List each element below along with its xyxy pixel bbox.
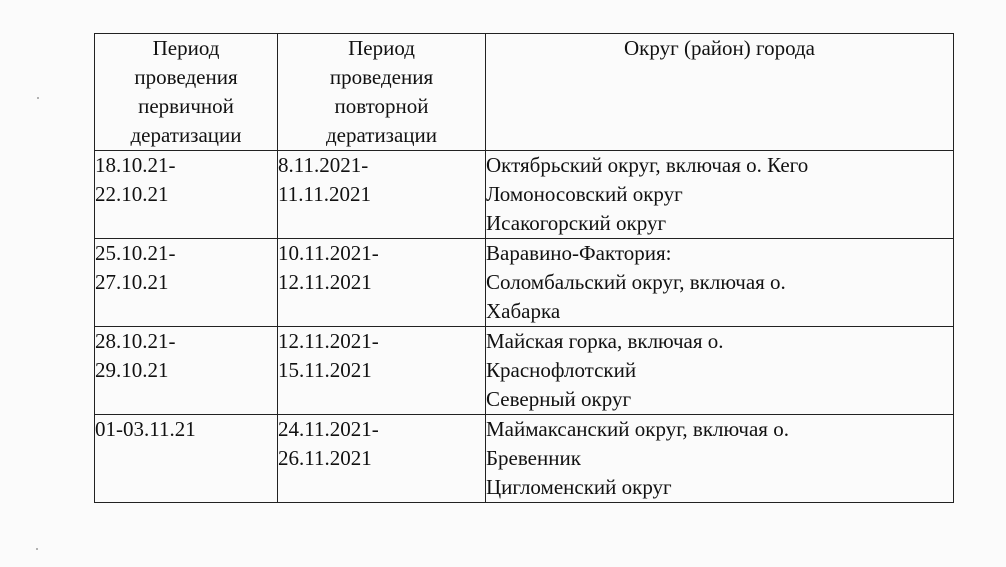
header-primary-period: Период проведения первичной дератизации: [95, 34, 278, 151]
primary-period-cell: 18.10.21- 22.10.21: [95, 151, 278, 239]
table-row: [95, 239, 954, 327]
repeat-period-cell: 8.11.2021- 11.11.2021: [278, 151, 486, 239]
deratization-schedule-table: [94, 33, 954, 503]
scan-speck: [37, 97, 39, 99]
primary-period-cell: 25.10.21- 27.10.21: [95, 239, 278, 327]
repeat-period-cell: 12.11.2021- 15.11.2021: [278, 327, 486, 415]
table-header-row: [95, 34, 954, 151]
table-row: [95, 327, 954, 415]
header-district: Округ (район) города: [486, 34, 954, 151]
district-cell: Октябрьский округ, включая о. Кего Ломоносовский округ Исакогорский округ: [486, 151, 954, 239]
district-cell: Варавино-Фактория: Соломбальский округ, включая о. Хабарка: [486, 239, 954, 327]
repeat-period-cell: 24.11.2021- 26.11.2021: [278, 415, 486, 503]
district-cell: Маймаксанский округ, включая о. Бревенник Цигломенский округ: [486, 415, 954, 503]
table-row: [95, 151, 954, 239]
table-row: [95, 415, 954, 503]
district-cell: Майская горка, включая о. Краснофлотский Северный округ: [486, 327, 954, 415]
scan-speck: [36, 548, 38, 550]
primary-period-cell: 01-03.11.21: [95, 415, 278, 503]
header-repeat-period: Период проведения повторной дератизации: [278, 34, 486, 151]
primary-period-cell: 28.10.21- 29.10.21: [95, 327, 278, 415]
repeat-period-cell: 10.11.2021- 12.11.2021: [278, 239, 486, 327]
